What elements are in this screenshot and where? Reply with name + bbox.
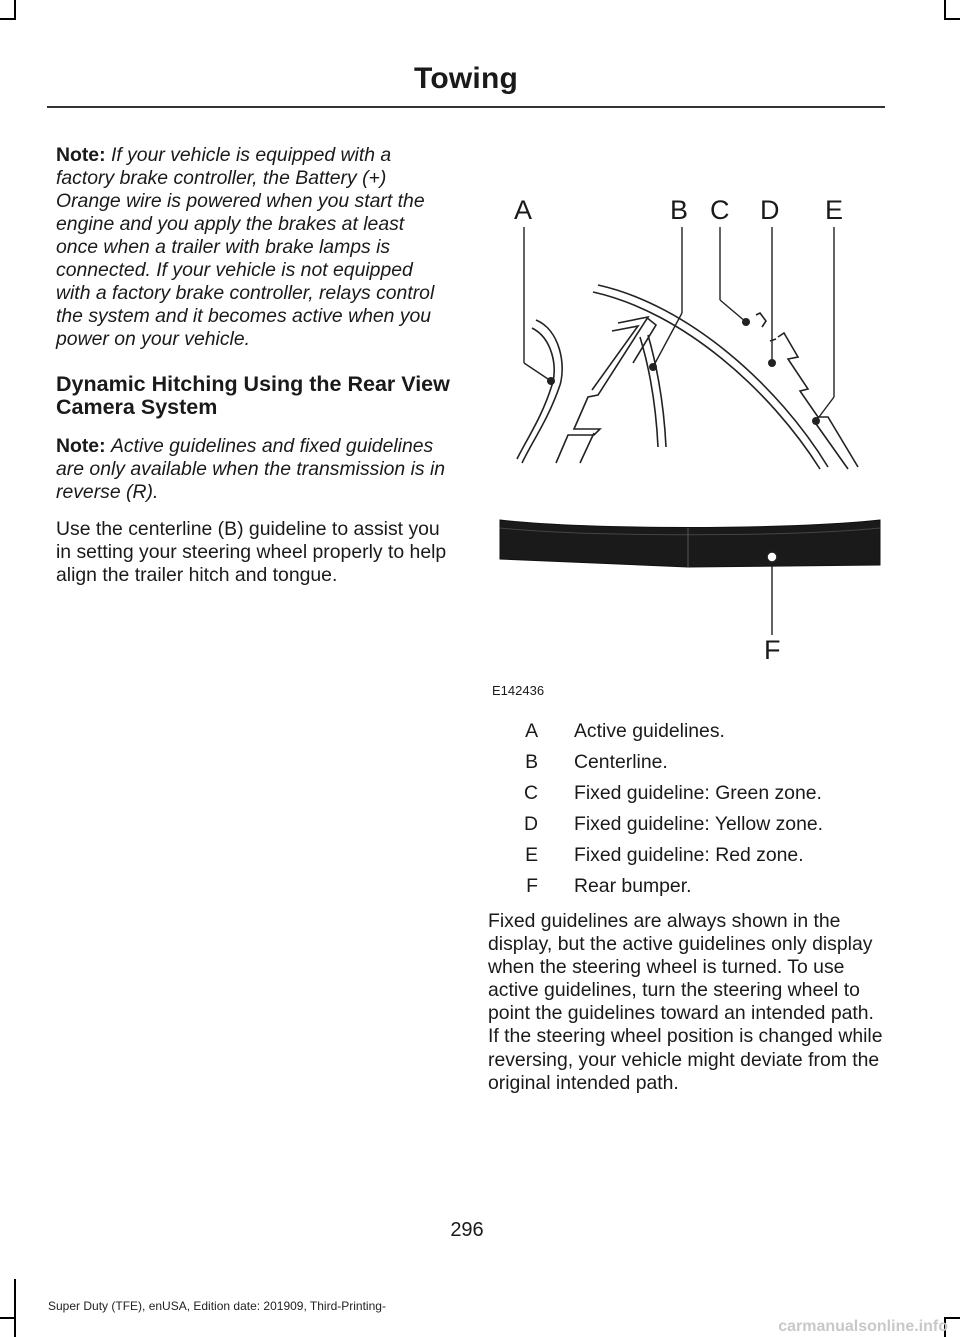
body-paragraph: Fixed guidelines are always shown in the display, but the active guidelines only display when the steering wheel is turned. To use active guidelines, turn the steering wheel to point the guidelines toward an intended path. If the steering wheel position is changed while reversing, your vehicle might deviate from the original intended path. — [488, 910, 883, 1094]
legend-item — [490, 720, 890, 751]
legend-letter: F — [526, 875, 538, 897]
legend-text: Active guidelines. — [574, 720, 725, 742]
callout-label-a: A — [514, 195, 533, 225]
guidelines-diagram — [488, 185, 888, 695]
rear-camera-guidelines-figure — [488, 185, 888, 698]
note-label: Note: — [56, 144, 106, 166]
callout-label-b: B — [670, 195, 689, 225]
note-label: Note: — [56, 435, 106, 457]
footer-edition: Super Duty (TFE), enUSA, Edition date: 201909, Third-Printing- — [48, 1299, 386, 1313]
left-column — [56, 144, 451, 601]
note-guidelines — [56, 435, 451, 504]
callout-label-d: D — [760, 195, 780, 225]
callout-label-f: F — [764, 635, 781, 665]
legend-item — [490, 751, 890, 782]
page-title: Towing — [414, 62, 518, 95]
note-text: If your vehicle is equipped with a factory brake controller, the Battery (+) Orange wire is powered when you start the engine and you apply the brakes at least once when a trailer with brake lamps is connected. If your vehicle is not equipped with a factory brake controller, relays control the system and it becomes active when you power on your vehicle. — [56, 144, 435, 350]
crop-mark — [944, 0, 946, 20]
legend-item — [490, 813, 890, 844]
legend-letter: C — [523, 782, 538, 804]
legend-item — [490, 875, 890, 906]
callout-label-c: C — [710, 195, 730, 225]
crop-mark — [14, 0, 16, 20]
legend-text: Fixed guideline: Yellow zone. — [574, 813, 824, 835]
legend-text: Fixed guideline: Red zone. — [574, 844, 804, 866]
figure-legend — [490, 720, 890, 906]
legend-letter: B — [525, 751, 538, 773]
legend-text: Centerline. — [574, 751, 668, 773]
watermark: carmanualsonline.info — [778, 1318, 948, 1335]
legend-item — [490, 782, 890, 813]
crop-mark — [14, 1279, 16, 1337]
page-number: 296 — [450, 1219, 484, 1241]
legend-letter: D — [523, 813, 538, 835]
crop-mark — [944, 18, 960, 20]
crop-mark — [0, 1317, 16, 1319]
note-text: Active guidelines and fixed guidelines are only available when the transmission is in reverse (R). — [56, 435, 446, 503]
right-column — [488, 910, 883, 1095]
legend-letter: E — [525, 844, 538, 866]
note-brake-controller — [56, 144, 451, 351]
legend-text: Fixed guideline: Green zone. — [574, 782, 822, 804]
callout-label-e: E — [825, 195, 844, 225]
legend-letter: A — [525, 720, 538, 742]
section-heading: Dynamic Hitching Using the Rear View Camera System — [56, 372, 450, 419]
legend-text: Rear bumper. — [574, 875, 692, 897]
crop-mark — [0, 18, 16, 20]
body-paragraph: Use the centerline (B) guideline to assist you in setting your steering wheel properly to help align the trailer hitch and tongue. — [56, 518, 447, 586]
figure-code: E142436 — [492, 683, 545, 698]
header-divider — [47, 106, 885, 108]
legend-item — [490, 844, 890, 875]
